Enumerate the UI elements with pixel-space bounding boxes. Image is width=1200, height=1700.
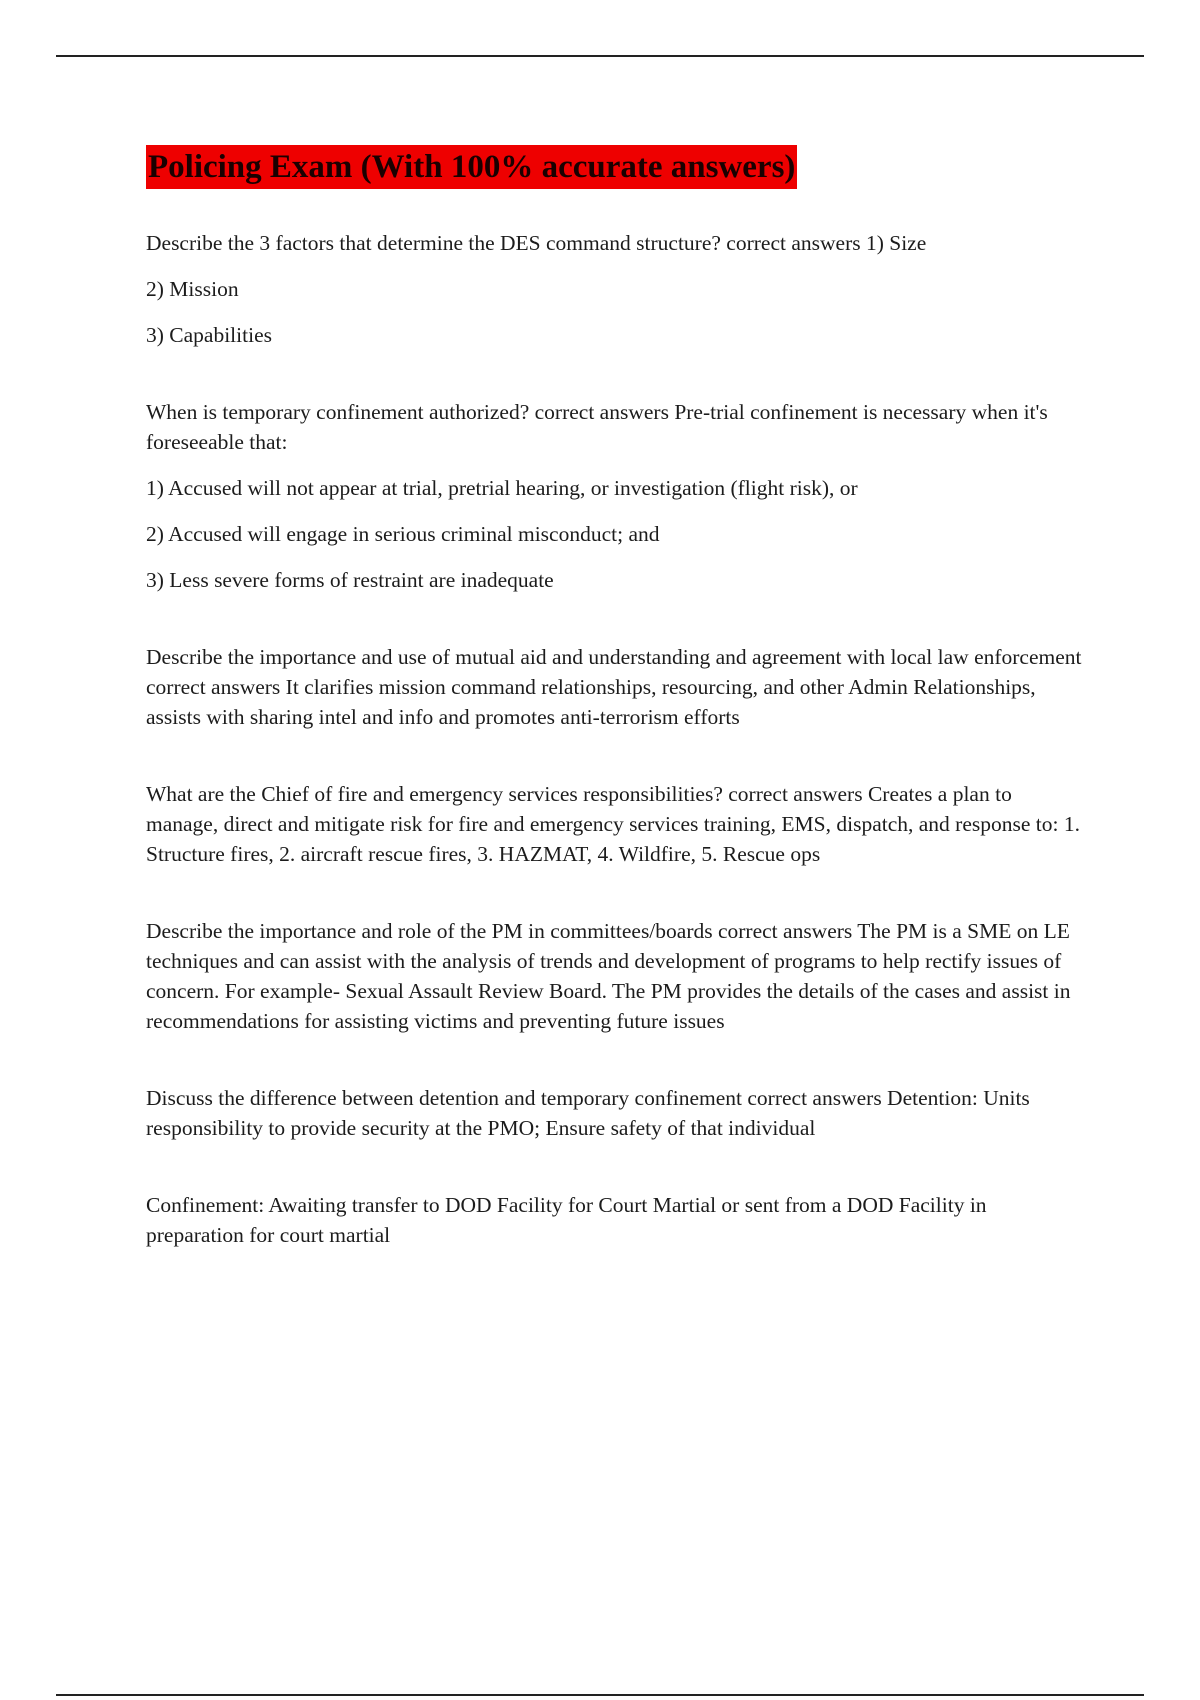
qa-item-4-question: What are the Chief of fire and emergency services responsibilities? correct answers Creates a plan to manage, direct and mitigate risk for fire and emergency services training, EMS, dispatch, and response to: 1. Structure fires, 2. aircraft rescue fires, 3. HAZMAT, 4. Wildfire, 5. Rescue ops — [146, 782, 1080, 866]
qa-item-6-question: Discuss the difference between detention and temporary confinement correct answers Detention: Units responsibility to provide security at the PMO; Ensure safety of that individual — [146, 1086, 1030, 1140]
qa-item-2-line-1: 1) Accused will not appear at trial, pretrial hearing, or investigation (flight risk), or — [146, 476, 858, 500]
qa-item-2-question: When is temporary confinement authorized? correct answers Pre-trial confinement is necessary when it's foreseeable that: — [146, 400, 1048, 454]
document-body — [146, 145, 1086, 1250]
document-title: Policing Exam (With 100% accurate answers) — [146, 145, 797, 189]
footer-rule — [56, 1694, 1144, 1696]
qa-item-1-line-3: 3) Capabilities — [146, 323, 272, 347]
qa-item-5-question: Describe the importance and role of the PM in committees/boards correct answers The PM is a SME on LE techniques and can assist with the analysis of trends and development of programs to help rectify issues of concern. For example- Sexual Assault Review Board. The PM provides the details of the cases and assist in recommendations for assisting victims and preventing future issues — [146, 919, 1071, 1033]
qa-item-1-question: Describe the 3 factors that determine the DES command structure? correct answers 1) Size — [146, 231, 927, 255]
qa-item-2-line-2: 2) Accused will engage in serious criminal misconduct; and — [146, 522, 660, 546]
qa-item-2-line-3: 3) Less severe forms of restraint are inadequate — [146, 568, 554, 592]
header-rule — [56, 55, 1144, 57]
qa-item-3-question: Describe the importance and use of mutual aid and understanding and agreement with local law enforcement correct answers It clarifies mission command relationships, resourcing, and other Admin Relationships, assists with sharing intel and info and promotes anti-terrorism efforts — [146, 645, 1082, 729]
qa-item-1-line-2: 2) Mission — [146, 277, 239, 301]
qa-item-7-question: Confinement: Awaiting transfer to DOD Facility for Court Martial or sent from a DOD Facility in preparation for court martial — [146, 1193, 987, 1247]
